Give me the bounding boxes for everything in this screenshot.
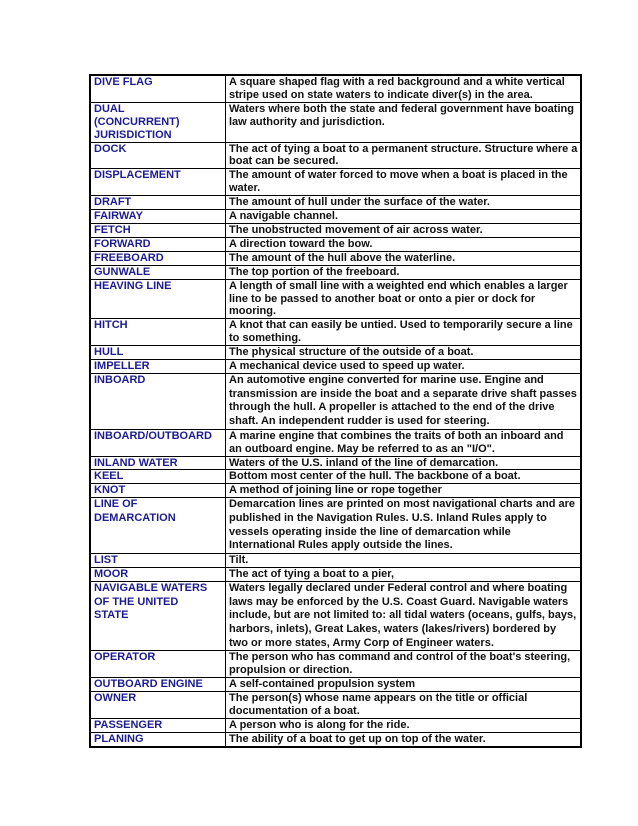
glossary-row: [90, 210, 581, 224]
glossary-row: [90, 169, 581, 196]
glossary-definition: A method of joining line or rope together: [226, 484, 582, 498]
glossary-term: OUTBOARD ENGINE: [90, 678, 226, 692]
glossary-row: [90, 692, 581, 719]
glossary-term: FORWARD: [90, 237, 226, 251]
glossary-term: MOOR: [90, 568, 226, 582]
glossary-term: KNOT: [90, 484, 226, 498]
glossary-term: DRAFT: [90, 196, 226, 210]
glossary-row: [90, 102, 581, 142]
glossary-row: [90, 456, 581, 470]
glossary-definition: The physical structure of the outside of a boat.: [226, 346, 582, 360]
glossary-definition: Waters of the U.S. inland of the line of demarcation.: [226, 456, 582, 470]
glossary-row: [90, 554, 581, 568]
glossary-row: [90, 279, 581, 319]
glossary-term: FREEBOARD: [90, 251, 226, 265]
glossary-row: [90, 732, 581, 746]
glossary-definition: An automotive engine converted for marine use. Engine and transmission are inside the boat and a separate drive shaft passes through the hull. A propeller is attached to the end of the drive shaft. An independent rudder is used for steering.: [226, 373, 582, 429]
glossary-row: [90, 360, 581, 374]
glossary-row: [90, 470, 581, 484]
glossary-table: [89, 74, 582, 748]
glossary-body: [90, 75, 581, 747]
glossary-row: [90, 484, 581, 498]
glossary-row: [90, 319, 581, 346]
glossary-definition: The person(s) whose name appears on the title or official documentation of a boat.: [226, 692, 582, 719]
glossary-term: OWNER: [90, 692, 226, 719]
glossary-row: [90, 429, 581, 456]
glossary-row: [90, 142, 581, 169]
glossary-term: INBOARD: [90, 373, 226, 429]
glossary-term: HULL: [90, 346, 226, 360]
glossary-term: HEAVING LINE: [90, 279, 226, 319]
glossary-row: [90, 718, 581, 732]
glossary-definition: The ability of a boat to get up on top of the water.: [226, 732, 582, 746]
glossary-term: DIVE FLAG: [90, 75, 226, 102]
glossary-term: GUNWALE: [90, 265, 226, 279]
glossary-row: [90, 581, 581, 651]
glossary-row: [90, 75, 581, 102]
glossary-term: FAIRWAY: [90, 210, 226, 224]
glossary-term: LIST: [90, 554, 226, 568]
glossary-row: [90, 568, 581, 582]
glossary-definition: A length of small line with a weighted end which enables a larger line to be passed to another boat or onto a pier or dock for mooring.: [226, 279, 582, 319]
glossary-term: PASSENGER: [90, 718, 226, 732]
glossary-definition: Tilt.: [226, 554, 582, 568]
glossary-definition: A knot that can easily be untied. Used to temporarily secure a line to something.: [226, 319, 582, 346]
glossary-row: [90, 373, 581, 429]
glossary-definition: A direction toward the bow.: [226, 237, 582, 251]
glossary-definition: The amount of the hull above the waterline.: [226, 251, 582, 265]
glossary-term: KEEL: [90, 470, 226, 484]
glossary-row: [90, 265, 581, 279]
glossary-definition: The amount of water forced to move when a boat is placed in the water.: [226, 169, 582, 196]
glossary-definition: The amount of hull under the surface of the water.: [226, 196, 582, 210]
glossary-definition: A navigable channel.: [226, 210, 582, 224]
glossary-definition: Waters where both the state and federal government have boating law authority and jurisdiction.: [226, 102, 582, 142]
glossary-definition: A person who is along for the ride.: [226, 718, 582, 732]
glossary-definition: A mechanical device used to speed up water.: [226, 360, 582, 374]
glossary-definition: A marine engine that combines the traits of both an inboard and an outboard engine. May be referred to as an "I/O".: [226, 429, 582, 456]
glossary-term: DUAL (CONCURRENT) JURISDICTION: [90, 102, 226, 142]
glossary-definition: The act of tying a boat to a permanent structure. Structure where a boat can be secured.: [226, 142, 582, 169]
glossary-definition: The top portion of the freeboard.: [226, 265, 582, 279]
glossary-definition: A square shaped flag with a red background and a white vertical stripe used on state waters to indicate diver(s) in the area.: [226, 75, 582, 102]
glossary-term: LINE OF DEMARCATION: [90, 498, 226, 554]
glossary-term: NAVIGABLE WATERS OF THE UNITED STATE: [90, 581, 226, 651]
glossary-term: DISPLACEMENT: [90, 169, 226, 196]
glossary-row: [90, 651, 581, 678]
glossary-definition: The unobstructed movement of air across water.: [226, 223, 582, 237]
glossary-definition: The person who has command and control of the boat's steering, propulsion or direction.: [226, 651, 582, 678]
glossary-row: [90, 237, 581, 251]
glossary-term: IMPELLER: [90, 360, 226, 374]
glossary-row: [90, 196, 581, 210]
glossary-row: [90, 223, 581, 237]
glossary-term: DOCK: [90, 142, 226, 169]
glossary-term: INLAND WATER: [90, 456, 226, 470]
glossary-definition: Demarcation lines are printed on most navigational charts and are published in the Navigation Rules. U.S. Inland Rules apply to vessels operating inside the line of demarcation while International Rules apply outside the lines.: [226, 498, 582, 554]
glossary-term: PLANING: [90, 732, 226, 746]
glossary-definition: The act of tying a boat to a pier,: [226, 568, 582, 582]
glossary-term: INBOARD/OUTBOARD: [90, 429, 226, 456]
glossary-term: HITCH: [90, 319, 226, 346]
glossary-row: [90, 498, 581, 554]
glossary-row: [90, 251, 581, 265]
glossary-definition: Waters legally declared under Federal control and where boating laws may be enforced by the U.S. Coast Guard. Navigable waters include, but are not limited to: all tidal waters (oceans, gulfs, bays, harbors, inlets), Great Lakes, waters (lakes/rivers) bordered by two or more states, Army Corp of Engineer waters.: [226, 581, 582, 651]
glossary-term: FETCH: [90, 223, 226, 237]
glossary-row: [90, 678, 581, 692]
glossary-term: OPERATOR: [90, 651, 226, 678]
glossary-row: [90, 346, 581, 360]
glossary-definition: Bottom most center of the hull. The backbone of a boat.: [226, 470, 582, 484]
glossary-definition: A self-contained propulsion system: [226, 678, 582, 692]
